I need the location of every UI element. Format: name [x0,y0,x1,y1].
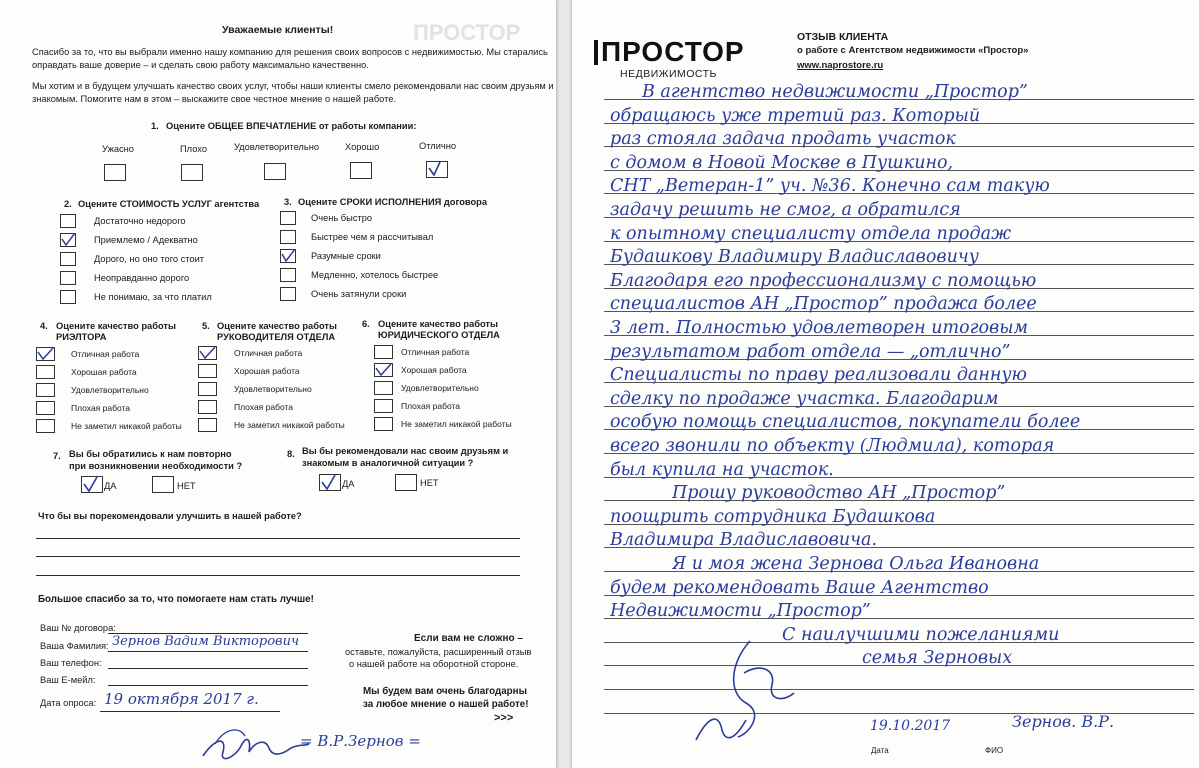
handwritten-line: к опытному специалисту отдела продаж [610,223,1011,244]
q7-number: 7. [53,451,61,461]
note-line-5: за любое мнение о нашей работе! [363,699,529,710]
q8-no-label: НЕТ [420,478,439,488]
review-date-label: Дата [871,746,889,755]
handwritten-line: Будашкову Владимиру Владиславовичу [610,247,979,268]
q8-text-1: Вы бы рекомендовали нас своим друзьям и [302,446,509,456]
name-label: Ваша Фамилия: [40,641,109,651]
review-fio-label: ФИО [985,746,1004,755]
handwritten-line: задачу решить не смог, а обратился [610,200,961,220]
q6-option-4: Плохая работа [401,401,461,411]
q6-option-3: Удовлетворительно [401,383,479,393]
q6-checkbox-1[interactable] [374,345,393,359]
handwritten-line: Специалисты по праву реализовали данную [610,365,1027,386]
improve-answer-line[interactable] [36,556,520,557]
q1-checkbox-5[interactable] [426,161,448,178]
q7-text-2: при возникновении необходимости ? [69,461,243,471]
q5-option-4: Плохая работа [234,402,294,412]
handwritten-line: СНТ „Ветеран-1” уч. №36. Конечно сам такую [610,176,1050,197]
q5-checkbox-4[interactable] [198,400,217,414]
email-field[interactable] [108,685,308,686]
q2-checkbox-1[interactable] [60,214,76,228]
date-field[interactable] [100,711,280,712]
q3-text: Оцените СРОКИ ИСПОЛНЕНИЯ договора [298,197,488,207]
handwritten-line: Благодаря его профессионализму с помощью [610,270,1037,291]
q2-number: 2. [64,199,72,209]
handwritten-line: поощрить сотрудника Будашкова [610,506,936,527]
note-line-3: о нашей работе на оборотной стороне. [349,659,519,669]
check-mark-icon [60,233,76,247]
q4-number: 4. [40,321,48,331]
review-subtitle: о работе с Агентством недвижимости «Простор» [797,45,1029,56]
handwritten-line: результатом работ отдела — „отлично” [610,341,1011,362]
handwritten-line: всего звонили по объекту (Людмила), которая [610,436,1055,456]
check-mark-icon [426,161,448,178]
logo-bar [594,40,598,65]
website-link[interactable]: www.naprostore.ru [797,60,884,71]
q8-checkbox-yes[interactable] [319,474,341,491]
handwritten-line: раз стояла задача продать участок [610,129,956,150]
handwritten-line: сделку по продаже участка. Благодарим [610,388,999,409]
q3-checkbox-2[interactable] [280,230,296,244]
q1-option-2: Плохо [180,144,207,154]
review-date-value[interactable]: 19.10.2017 [870,718,951,734]
contract-label: Ваш № договора: [40,623,116,633]
q4-text-2: РИЭЛТОРА [56,332,107,342]
phone-label: Ваш телефон: [40,658,102,668]
check-mark-icon [374,363,393,377]
q5-option-2: Хорошая работа [234,366,300,376]
check-mark-icon [81,476,103,493]
name-field[interactable] [108,651,308,652]
q4-checkbox-1[interactable] [36,347,55,361]
q1-option-5: Отлично [419,141,457,151]
q6-checkbox-2[interactable] [374,363,393,377]
handwritten-line: обращаюсь уже третий раз. Который [610,105,981,126]
prostor-logo [594,37,746,69]
q6-option-1: Отличная работа [401,347,470,357]
q7-checkbox-no[interactable] [152,476,174,493]
q5-text-2: РУКОВОДИТЕЛЯ ОТДЕЛА [217,332,336,342]
q1-option-4: Хорошо [345,142,380,152]
q4-checkbox-3[interactable] [36,383,55,397]
q5-number: 5. [202,321,210,331]
check-mark-icon [319,474,341,491]
q6-text-2: ЮРИДИЧЕСКОГО ОТДЕЛА [378,330,500,340]
q7-checkbox-yes[interactable] [81,476,103,493]
q2-checkbox-4[interactable] [60,271,76,285]
handwritten-line: семья Зерновых [862,648,1013,669]
signature-text: = В.Р.Зернов = [300,732,421,750]
handwritten-line: В агентство недвижимости „Простор” [642,82,1028,102]
q1-checkbox-1[interactable] [104,164,126,181]
q6-checkbox-3[interactable] [374,381,393,395]
improve-answer-line[interactable] [36,575,520,576]
email-label: Ваш Е-мейл: [40,675,96,685]
q4-option-1: Отличная работа [71,349,140,359]
q4-checkbox-4[interactable] [36,401,55,415]
logo-wordmark: ПРОСТОР [601,36,745,67]
handwritten-line: С наилучшими пожеланиями [782,624,1060,645]
q1-option-1: Ужасно [102,144,134,154]
bleed-through-logo: ПРОСТОР [413,20,521,45]
q1-checkbox-2[interactable] [181,164,203,181]
q2-option-5: Не понимаю, за что платил [94,292,212,302]
date-field-value[interactable]: 19 октября 2017 г. [104,690,259,708]
q6-checkbox-5[interactable] [374,417,393,431]
client-signature [195,718,315,766]
q2-option-4: Неоправданно дорого [94,273,190,283]
q5-checkbox-3[interactable] [198,382,217,396]
q6-option-2: Хорошая работа [401,365,467,375]
q4-checkbox-5[interactable] [36,419,55,433]
q4-option-4: Плохая работа [71,403,131,413]
form-title: Уважаемые клиенты! [222,24,334,36]
handwritten-line: был купила на участок. [610,459,834,480]
q4-option-2: Хорошая работа [71,367,137,377]
reviewer-initial [692,700,752,748]
improve-question: Что бы вы порекомендовали улучшить в нашей работе? [38,511,302,521]
q3-option-3: Разумные сроки [311,251,381,261]
q2-checkbox-3[interactable] [60,252,76,266]
q2-option-3: Дорого, но оно того стоит [94,254,205,264]
q5-option-3: Удовлетворительно [234,384,312,394]
q3-checkbox-1[interactable] [280,211,296,225]
handwritten-line: будем рекомендовать Ваше Агентство [610,577,989,598]
q2-text: Оцените СТОИМОСТЬ УСЛУГ агентства [78,199,260,209]
q1-option-3: Удовлетворительно [234,142,320,152]
review-form-page [572,0,1199,768]
check-mark-icon [198,346,217,360]
q5-checkbox-2[interactable] [198,364,217,378]
note-line-4: Мы будем вам очень благодарны [363,686,527,697]
q8-text-2: знакомым в аналогичной ситуации ? [302,458,474,468]
q1-checkbox-4[interactable] [350,162,372,179]
check-mark-icon [36,347,55,361]
q5-checkbox-1[interactable] [198,346,217,360]
q3-number: 3. [284,197,292,207]
q5-text-1: Оцените качество работы [217,321,337,331]
date-label: Дата опроса: [40,698,97,708]
q4-option-5: Не заметил никакой работы [71,421,182,431]
q1-checkbox-3[interactable] [264,163,286,180]
q2-option-1: Достаточно недорого [94,216,186,226]
q5-option-1: Отличная работа [234,348,303,358]
intro-line-4: знакомым. Помогите нам в этом – выскажите свое честное мнение о нашей работе. [32,94,397,104]
q2-checkbox-2[interactable] [60,233,76,247]
review-title: ОТЗЫВ КЛИЕНТА [797,31,889,43]
q8-checkbox-no[interactable] [395,474,417,491]
q4-text-1: Оцените качество работы [56,321,176,331]
intro-line-1: Спасибо за то, что вы выбрали именно нашу компанию для решения своих вопросов с недвижимостью. Мы старались [32,47,548,57]
name-field-value[interactable]: Зернов Вадим Викторович [112,634,300,649]
q3-option-5: Очень затянули сроки [311,289,407,299]
q7-no-label: НЕТ [177,481,196,491]
q7-text-1: Вы бы обратились к нам повторно [69,449,232,459]
note-line-2: оставьте, пожалуйста, расширенный отзыв [345,647,532,657]
handwritten-line: специалистов АН „Простор” продажа более [610,294,1037,315]
thanks-text: Большое спасибо за то, что помогаете нам стать лучше! [38,594,314,605]
q3-option-1: Очень быстро [311,213,373,223]
q6-checkbox-4[interactable] [374,399,393,413]
q1-number: 1. [151,121,159,131]
q5-checkbox-5[interactable] [198,418,217,432]
note-line-1: Если вам не сложно – [414,633,523,644]
handwritten-line: Прошу руководство АН „Простор” [672,483,1006,504]
q3-checkbox-5[interactable] [280,287,296,301]
q8-number: 8. [287,449,295,459]
intro-line-3: Мы хотим и в будущем улучшать качество своих услуг, чтобы наши клиенты смело рекомендовали нас своим друзьям и [32,81,554,91]
q3-checkbox-3[interactable] [280,249,296,263]
q8-yes-label: ДА [342,479,355,489]
q3-option-2: Быстрее чем я рассчитывал [311,232,434,242]
q6-text-1: Оцените качество работы [378,319,498,329]
phone-field[interactable] [108,668,308,669]
q3-option-4: Медленно, хотелось быстрее [311,270,439,280]
q6-option-5: Не заметил никакой работы [401,419,512,429]
handwritten-line: особую помощь специалистов, покупатели более [610,412,1081,433]
improve-answer-line[interactable] [36,538,520,539]
q4-option-3: Удовлетворительно [71,385,149,395]
handwritten-line: с домом в Новой Москве в Пушкино, [610,152,954,173]
handwritten-line: 3 лет. Полностью удовлетворен итоговым [610,318,1028,338]
survey-form-page [0,0,556,768]
q1-text: Оцените ОБЩЕЕ ВПЕЧАТЛЕНИЕ от работы компании: [166,121,417,131]
ruled-line [604,689,1194,690]
q2-option-2: Приемлемо / Адекватно [94,235,198,245]
intro-line-2: оправдать ваше доверие – и сделать свою работу максимально качественно. [32,60,369,70]
handwritten-line: Я и моя жена Зернова Ольга Ивановна [672,554,1040,574]
q3-checkbox-4[interactable] [280,268,296,282]
handwritten-line: Владимира Владиславовича. [610,530,878,551]
check-mark-icon [280,249,296,263]
q7-yes-label: ДА [104,481,117,491]
q2-checkbox-5[interactable] [60,290,76,304]
logo-subtitle: НЕДВИЖИМОСТЬ [620,68,717,80]
q6-number: 6. [362,319,370,329]
review-fio-value[interactable]: Зернов. В.Р. [1012,712,1115,731]
arrows: >>> [494,712,514,724]
q5-option-5: Не заметил никакой работы [234,420,345,430]
q4-checkbox-2[interactable] [36,365,55,379]
handwritten-line: Недвижимости „Простор” [610,601,871,622]
